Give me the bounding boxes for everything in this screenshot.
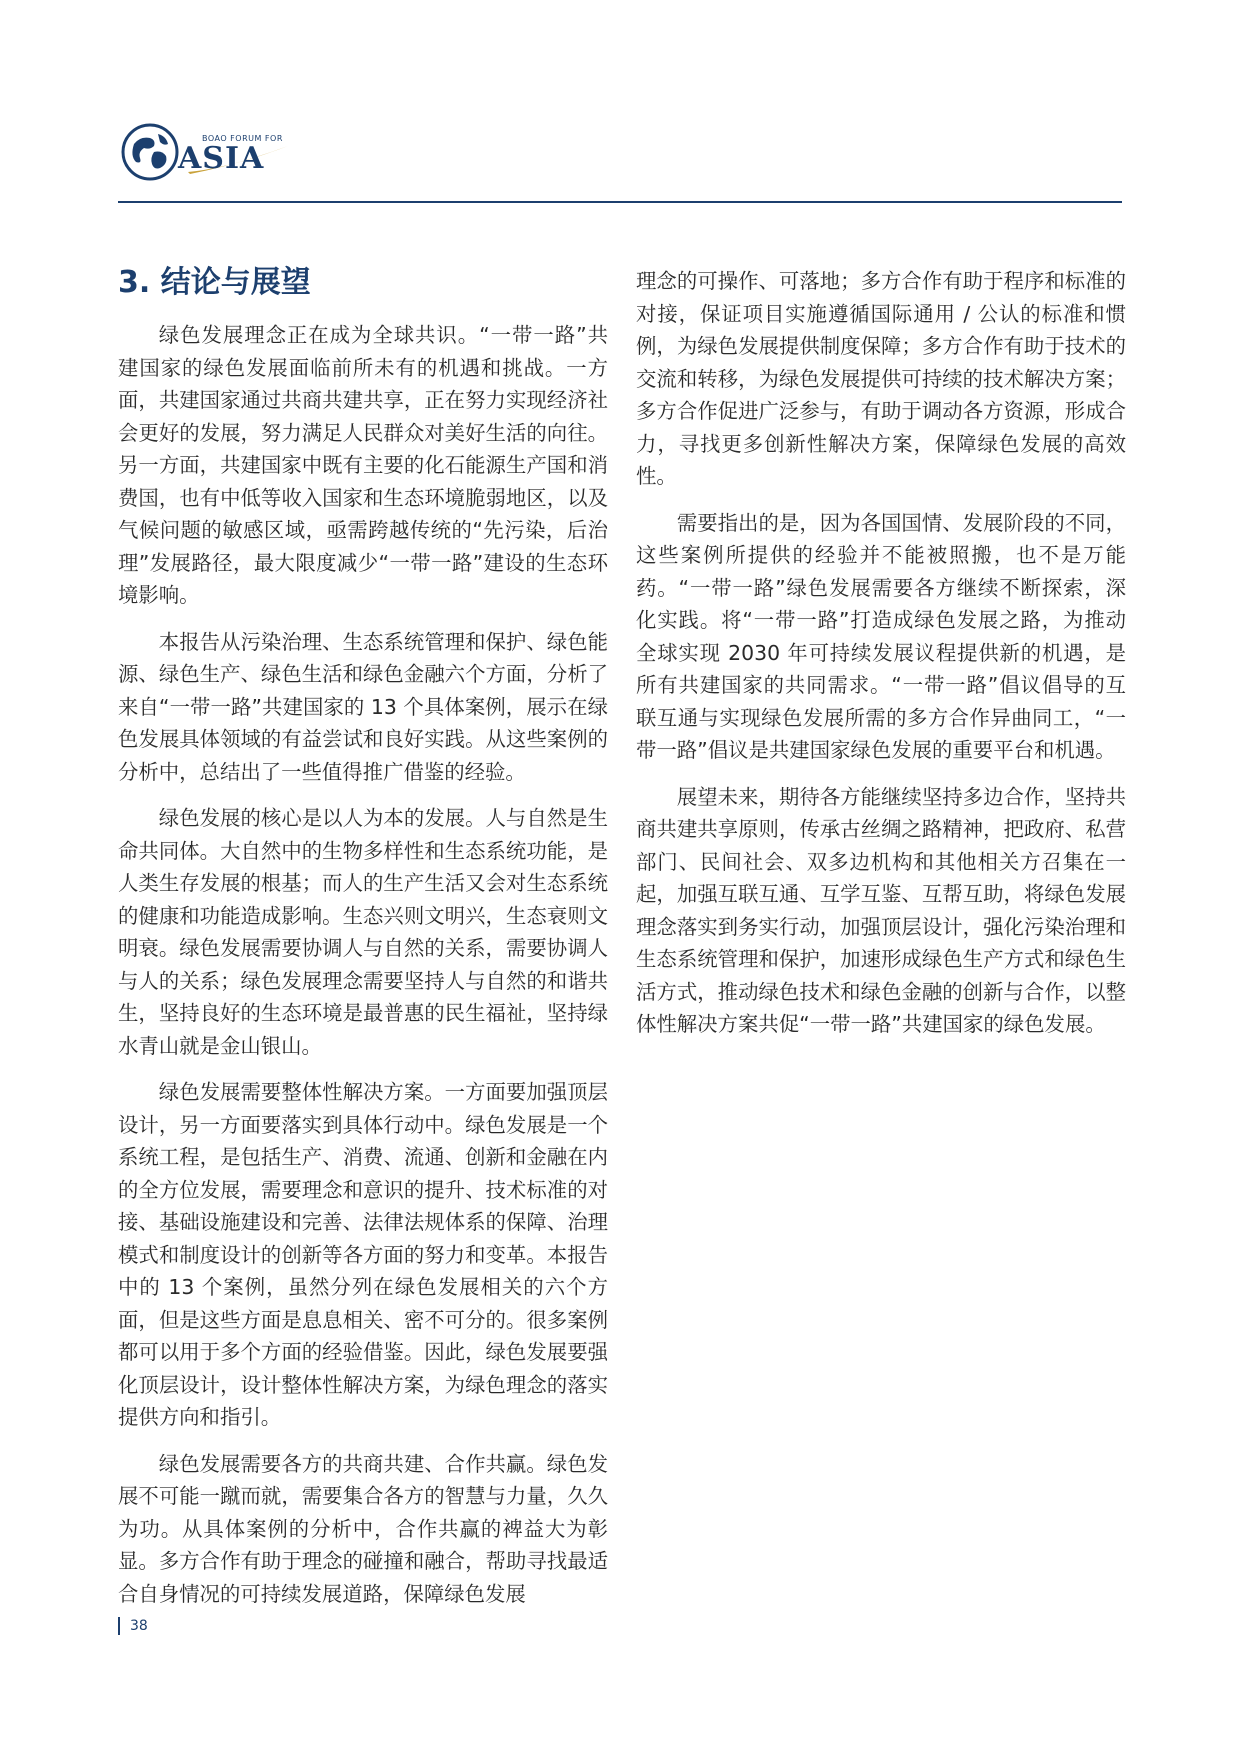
paragraph: 绿色发展需要各方的共商共建、合作共赢。绿色发展不可能一蹴而就，需要集合各方的智慧与力量，久久为功。从具体案例的分析中，合作共赢的裨益大为彰显。多方合作有助于理念的碰撞和融合，帮助寻找最适合自身情况的可持续发展道路，保障绿色发展 [118, 1451, 608, 1606]
paragraph: 展望未来，期待各方能继续坚持多边合作，坚持共商共建共享原则，传承古丝绸之路精神，把政府、私营部门、民间社会、双多边机构和其他相关方召集在一起，加强互联互通、互学互鉴、互帮互助，将绿色发展理念落实到务实行动，加强顶层设计，强化污染治理和生态系统管理和保护，加速形成绿色生产方式和绿色生活方式，推动绿色技术和绿色金融的创新与合作，以整体性解决方案共促“一带一路”共建国家的绿色发展。 [636, 784, 1126, 1036]
logo-wordmark: ASIA [178, 141, 265, 176]
paragraph: 绿色发展理念正在成为全球共识。“一带一路”共建国家的绿色发展面临前所未有的机遇和挑战。一方面，共建国家通过共商共建共享，正在努力实现经济社会更好的发展，努力满足人民群众对美好生活的向往。另一方面，共建国家中既有主要的化石能源生产国和消费国，也有中低等收入国家和生态环境脆弱地区，以及气候问题的敏感区域，亟需跨越传统的“先污染，后治理”发展路径，最大限度减少“一带一路”建设的生态环境影响。 [118, 323, 608, 607]
paragraph: 本报告从污染治理、生态系统管理和保护、绿色能源、绿色生产、绿色生活和绿色金融六个方面，分析了来自“一带一路”共建国家的 13 个具体案例，展示在绿色发展具体领域的有益尝试和良好实践。从这些案例的分析中，总结出了一些值得推广借鉴的经验。 [118, 629, 608, 784]
boao-forum-logo [120, 118, 290, 186]
left-column [118, 265, 608, 1624]
right-column [636, 265, 1126, 1055]
globe-icon [120, 122, 180, 182]
page-number: 38 [130, 1618, 148, 1634]
section-title: 3. 结论与展望 [118, 265, 311, 300]
header-rule [118, 201, 1122, 203]
page-footer [118, 1616, 148, 1636]
paragraph: 绿色发展的核心是以人为本的发展。人与自然是生命共同体。大自然中的生物多样性和生态系统功能，是人类生存发展的根基；而人的生产生活又会对生态系统的健康和功能造成影响。生态兴则文明兴，生态衰则文明衰。绿色发展需要协调人与自然的关系，需要协调人与人的关系；绿色发展理念需要坚持人与自然的和谐共生，坚持良好的生态环境是最普惠的民生福祉，坚持绿水青山就是金山银山。 [118, 806, 608, 1058]
paragraph-continuation: 理念的可操作、可落地；多方合作有助于程序和标准的对接，保证项目实施遵循国际通用 / 公认的标准和惯例，为绿色发展提供制度保障；多方合作有助于技术的交流和转移，为绿色发展提供可持续的技术解决方案；多方合作促进广泛参与，有助于调动各方资源，形成合力，寻找更多创新性解决方案，保障绿色发展的高效性。 [636, 269, 1126, 488]
paragraph: 需要指出的是，因为各国国情、发展阶段的不同，这些案例所提供的经验并不能被照搬，也不是万能药。“一带一路”绿色发展需要各方继续不断探索，深化实践。将“一带一路”打造成绿色发展之路，为推动全球实现 2030 年可持续发展议程提供新的机遇，是所有共建国家的共同需求。“一带一路”倡议倡导的互联互通与实现绿色发展所需的多方合作异曲同工，“一带一路”倡议是共建国家绿色发展的重要平台和机遇。 [636, 510, 1126, 762]
logo-tagline: BOAO FORUM FOR [202, 134, 283, 143]
footer-bar [118, 1617, 120, 1635]
paragraph: 绿色发展需要整体性解决方案。一方面要加强顶层设计，另一方面要落实到具体行动中。绿色发展是一个系统工程，是包括生产、消费、流通、创新和金融在内的全方位发展，需要理念和意识的提升、技术标准的对接、基础设施建设和完善、法律法规体系的保障、治理模式和制度设计的创新等各方面的努力和变革。本报告中的 13 个案例，虽然分列在绿色发展相关的六个方面，但是这些方面是息息相关、密不可分的。很多案例都可以用于多个方面的经验借鉴。因此，绿色发展要强化顶层设计，设计整体性解决方案，为绿色理念的落实提供方向和指引。 [118, 1080, 608, 1429]
